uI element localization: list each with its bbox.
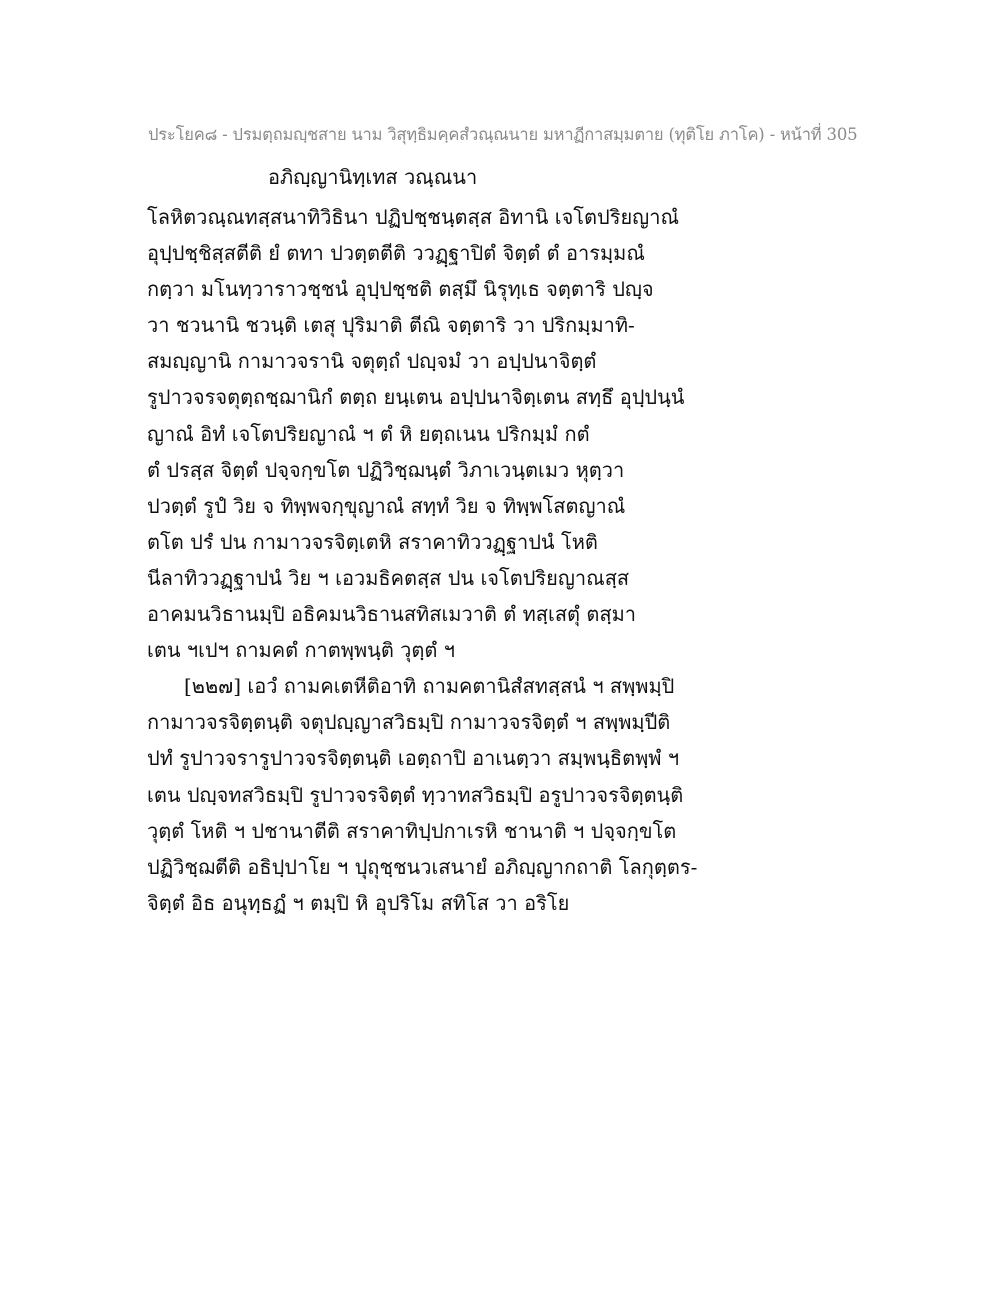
text-line: อุปฺปชฺชิสฺสตีติ ยํ ตทา ปวตฺตตีติ ววฏฺฐาปิตํ จิตฺตํ ตํ อารมฺมณํ bbox=[147, 241, 645, 266]
text-line: นีลาทิววฏฺฐาปนํ วิย ฯ เอวมธิคตสฺส ปน เจโตปริยญาณสฺส bbox=[147, 565, 630, 590]
section-title: อภิญฺญานิทฺเทส วณฺณนา bbox=[268, 165, 478, 189]
text-line: จิตฺตํ อิธ อนุทฺธฏํ ฯ ตมฺปิ หิ อุปริโม สทิโส วา อริโย bbox=[147, 890, 570, 915]
text-line: สมญฺญานิ กามาวจรานิ จตุตฺถํ ปญฺจมํ วา อปฺปนาจิตฺตํ bbox=[147, 349, 597, 374]
text-line: วุตฺตํ โหติ ฯ ปชานาตีติ สราคาทิปฺปกาเรหิ ชานาติ ฯ ปจฺจกฺขโต bbox=[147, 818, 677, 843]
paragraph bbox=[147, 199, 867, 668]
text-line: ตโต ปรํ ปน กามาวจรจิตฺเตหิ สราคาทิววฏฺฐาปนํ โหติ bbox=[147, 529, 598, 554]
text-line: วา ชวนานิ ชวนฺติ เตสุ ปุริมาติ ตีณิ จตฺตาริ วา ปริกมฺมาทิ- bbox=[147, 313, 635, 338]
text-line: อาคมนวิธานมฺปิ อธิคมนวิธานสทิสเมวาติ ตํ ทสฺเสตุํ ตสฺมา bbox=[147, 602, 637, 627]
text-line: เตน ปญฺจทสวิธมฺปิ รูปาวจรจิตฺตํ ทฺวาทสวิธมฺปิ อรูปาวจรจิตฺตนฺติ bbox=[147, 782, 684, 807]
text-line: ปฏิวิชฺฌตีติ อธิปฺปาโย ฯ ปุถุชฺชนวเสนายํ อภิญฺญากถาติ โลกุตฺตร- bbox=[147, 854, 698, 879]
text-line: ปทํ รูปาวจรารูปาวจรจิตฺตนฺติ เอตฺถาปิ อาเนตฺวา สมฺพนฺธิตพฺพํ ฯ bbox=[147, 746, 680, 771]
text-line: ปวตฺตํ รูปํ วิย จ ทิพฺพจกฺขุญาณํ สทฺทํ วิย จ ทิพฺพโสตญาณํ bbox=[147, 493, 626, 518]
text-line: รูปาวจรจตุตฺถชฺฌานิกํ ตตฺถ ยนฺเตน อปฺปนาจิตฺเตน สทฺธึ อุปฺปนฺนํ bbox=[147, 385, 685, 410]
text-line: เตน ฯเปฯ ถามคตํ กาตพฺพนฺติ วุตฺตํ ฯ bbox=[147, 638, 455, 663]
text-line: กามาวจรจิตฺตนฺติ จตุปญฺญาสวิธมฺปิ กามาวจรจิตฺตํ ฯ สพฺพมฺปีติ bbox=[147, 710, 671, 735]
running-header: ประโยค๘ - ปรมตฺถมญฺชสาย นาม วิสุทฺธิมคฺคสํวณฺณนาย มหาฏีกาสมฺมตาย (ทุติโย ภาโค) - หน้าที่ 305 bbox=[148, 125, 858, 144]
paragraph bbox=[147, 668, 867, 921]
body-text bbox=[147, 199, 867, 921]
text-line: ตํ ปรสฺส จิตฺตํ ปจฺจกฺขโต ปฏิวิชฺฌนฺตํ วิภาเวนฺตเมว หุตฺวา bbox=[147, 457, 625, 482]
text-line: โลหิตวณฺณทสฺสนาทิวิธินา ปฏิปชฺชนฺตสฺส อิทานิ เจโตปริยญาณํ bbox=[147, 205, 680, 229]
text-line: กตฺวา มโนทฺวาราวชฺชนํ อุปฺปชฺชติ ตสฺมึ นิรุทฺเธ จตฺตาริ ปญฺจ bbox=[147, 277, 654, 302]
text-line: [๒๒๗] เอวํ ถามคเตหีติอาทิ ถามคตานิสํสทสฺสนํ ฯ สพฺพมฺปิ bbox=[184, 674, 675, 699]
text-line: ญาณํ อิทํ เจโตปริยญาณํ ฯ ตํ หิ ยตฺถเนน ปริกมฺมํ กตํ bbox=[147, 421, 590, 446]
